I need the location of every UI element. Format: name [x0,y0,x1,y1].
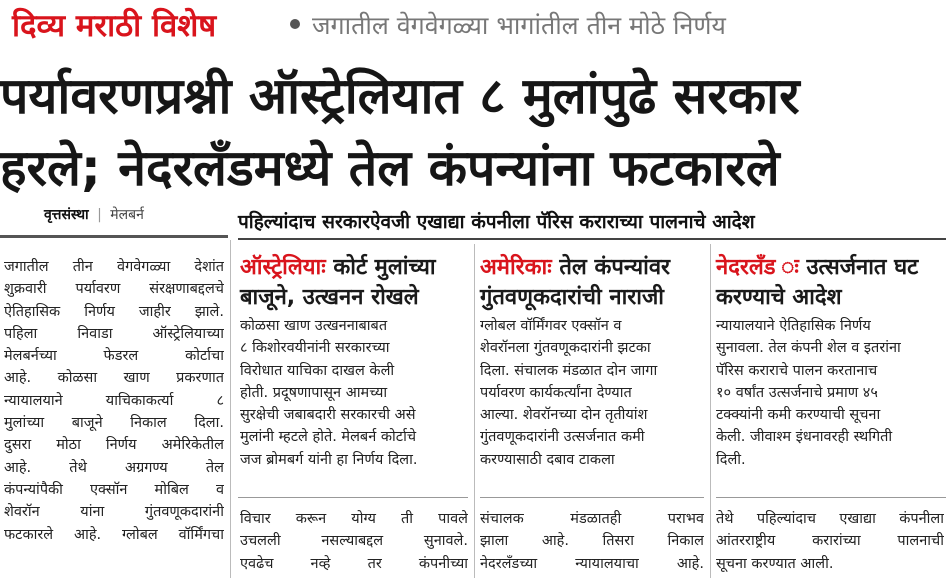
dateline [44,205,144,224]
section-heading-line: कोर्ट मुलांच्या [333,255,436,280]
text-line: १० वर्षांत उत्सर्जनाचे प्रमाण ४५ [716,384,878,401]
text-line: पॅरिस कराराचे पालन करतानाच [716,362,878,379]
continued-text-america [480,508,704,575]
text-line: न्यायालयाने ऐतिहासिक निर्णय [716,318,871,334]
row-rule [480,497,704,498]
text-line: मेलबर्नच्या फेडरल कोर्टाचा [4,348,224,365]
text-line: झाला आहे. तिसरा निकाल [480,533,704,550]
row-rule [716,497,946,498]
kicker-subtitle: जगातील वेगवेगळ्या भागांतील तीन मोठे निर्णय [312,11,726,40]
text-line: दिली. [716,451,746,468]
deck-rule [238,238,946,240]
text-line: न्यायालयाने याचिकाकर्त्या ८ [4,392,224,409]
text-line: सुरक्षेची जबाबदारी सरकारची असे [240,407,416,424]
headline-line-2: हरले; नेदरलँडमध्ये तेल कंपन्यांना फटकारले [0,139,780,197]
dateline-separator: | [97,207,102,223]
dateline-place: मेलबर्न [110,207,144,223]
deck: पहिल्यांदाच सरकारऐवजी एखाद्या कंपनीला पॅरिस कराराच्या पालनाचे आदेश [238,211,755,233]
text-line: शेवरॉनला गुंतवणूकदारांनी झटका [480,340,651,357]
bullet-dot-icon [290,19,300,29]
text-line: तेथे पहिल्यांदाच एखाद्या कंपनीला [716,511,944,527]
section-heading-america [480,253,706,313]
continued-text-netherlands [716,508,944,575]
section-label: अमेरिकाः [480,255,552,280]
text-line: आहे. तेथे अग्रगण्य तेल [4,459,224,476]
text-line: शुक्रवारी पर्यावरण संरक्षणाबद्दलचे [4,281,224,298]
dateline-rule [0,235,228,238]
text-line: नेदरलँडच्या न्यायालयाचा आहे. [480,555,704,572]
text-line: दुसरा मोठा निर्णय अमेरिकेतील [4,437,224,454]
text-line: ऐतिहासिक निर्णय जाहीर झाले. [4,303,224,320]
text-line: होती. प्रदूषणापासून आमच्या [240,384,388,401]
text-line: जगातील तीन वेगवेगळ्या देशांत [4,259,224,275]
text-line: आहे. कोळसा खाण प्रकरणात [4,370,224,387]
text-line: उचलली नसल्याबद्दल सुनावले. [240,533,468,550]
text-line: मुलांच्या बाजूने निकाल दिला. [4,415,224,432]
section-label: नेदरलँड ः [716,255,799,280]
section-heading-line: उत्सर्जनात घट [806,255,919,280]
text-line: दिला. संचालक मंडळात दोन जागा [480,362,658,379]
column-rule [710,244,711,578]
text-line: ग्लोबल वॉर्मिंगवर एक्सॉन व [480,318,622,334]
column-rule [230,240,231,578]
text-line: जज ब्रोमबर्ग यांनी हा निर्णय दिला. [240,451,418,468]
text-line: कंपन्यांपैकी एक्सॉन मोबिल व [4,481,224,498]
text-line: विचार करून योग्य ती पावले [240,511,468,527]
text-line: एवढेच नव्हे तर कंपनीच्या [240,555,468,572]
text-line: टक्क्यांनी कमी करण्याची सूचना [716,407,881,424]
text-line: संचालक मंडळातही पराभव [480,511,704,527]
section-body-america [480,315,706,471]
text-line: पर्यावरण कार्यकर्त्यांना देण्यात [480,384,632,401]
section-heading-line: बाजूने, उत्खनन रोखले [240,285,419,310]
headline-line-1: पर्यावरणप्रश्नी ऑस्ट्रेलियात ८ मुलांपुढे सरकार [0,67,800,125]
text-line: ८ किशोरवयीनांनी सरकारच्या [240,340,390,357]
text-line: विरोधात याचिका दाखल केली [240,362,395,379]
headline [0,60,946,204]
section-heading-netherlands [716,253,946,313]
text-line: सुनावला. तेल कंपनी शेल व इतरांना [716,340,901,357]
section-label: ऑस्ट्रेलियाः [240,255,326,280]
kicker-brand: दिव्य मराठी विशेष [12,8,217,44]
text-line: फटकारले आहे. ग्लोबल वॉर्मिंगचा [4,526,224,543]
text-line: करण्यासाठी दबाव टाकला [480,451,615,468]
text-line: आंतरराष्ट्रीय करारांच्या पालनाची [716,533,944,550]
column-rule [474,244,475,578]
section-heading-line: गुंतवणूकदारांची नाराजी [480,285,664,310]
text-line: आल्या. शेवरॉनच्या दोन तृतीयांश [480,407,648,424]
text-line: पहिला निवाडा ऑस्ट्रेलियाच्या [4,325,224,342]
section-heading-line: तेल कंपन्यांवर [559,255,671,280]
section-body-netherlands [716,315,946,471]
text-line: कोळसा खाण उत्खननाबाबत [240,318,388,334]
text-line: शेवरॉन यांना गुंतवणूकदारांनी [4,504,224,521]
text-line: सूचना करण्यात आली. [716,555,834,572]
text-line: गुंतवणूकदारांनी उत्सर्जनात कमी [480,429,645,446]
section-heading-line: करण्याचे आदेश [716,285,842,310]
text-line: केली. जीवाश्म इंधनावरही स्थगिती [716,429,893,446]
intro-text [4,256,224,546]
section-heading-australia [240,253,470,313]
section-body-australia [240,315,470,471]
continued-text-australia [240,508,468,575]
text-line: मुलांनी म्हटले होते. मेलबर्न कोर्टाचे [240,429,417,446]
row-rule [238,497,468,498]
dateline-agency: वृत्तसंस्था [44,207,89,223]
